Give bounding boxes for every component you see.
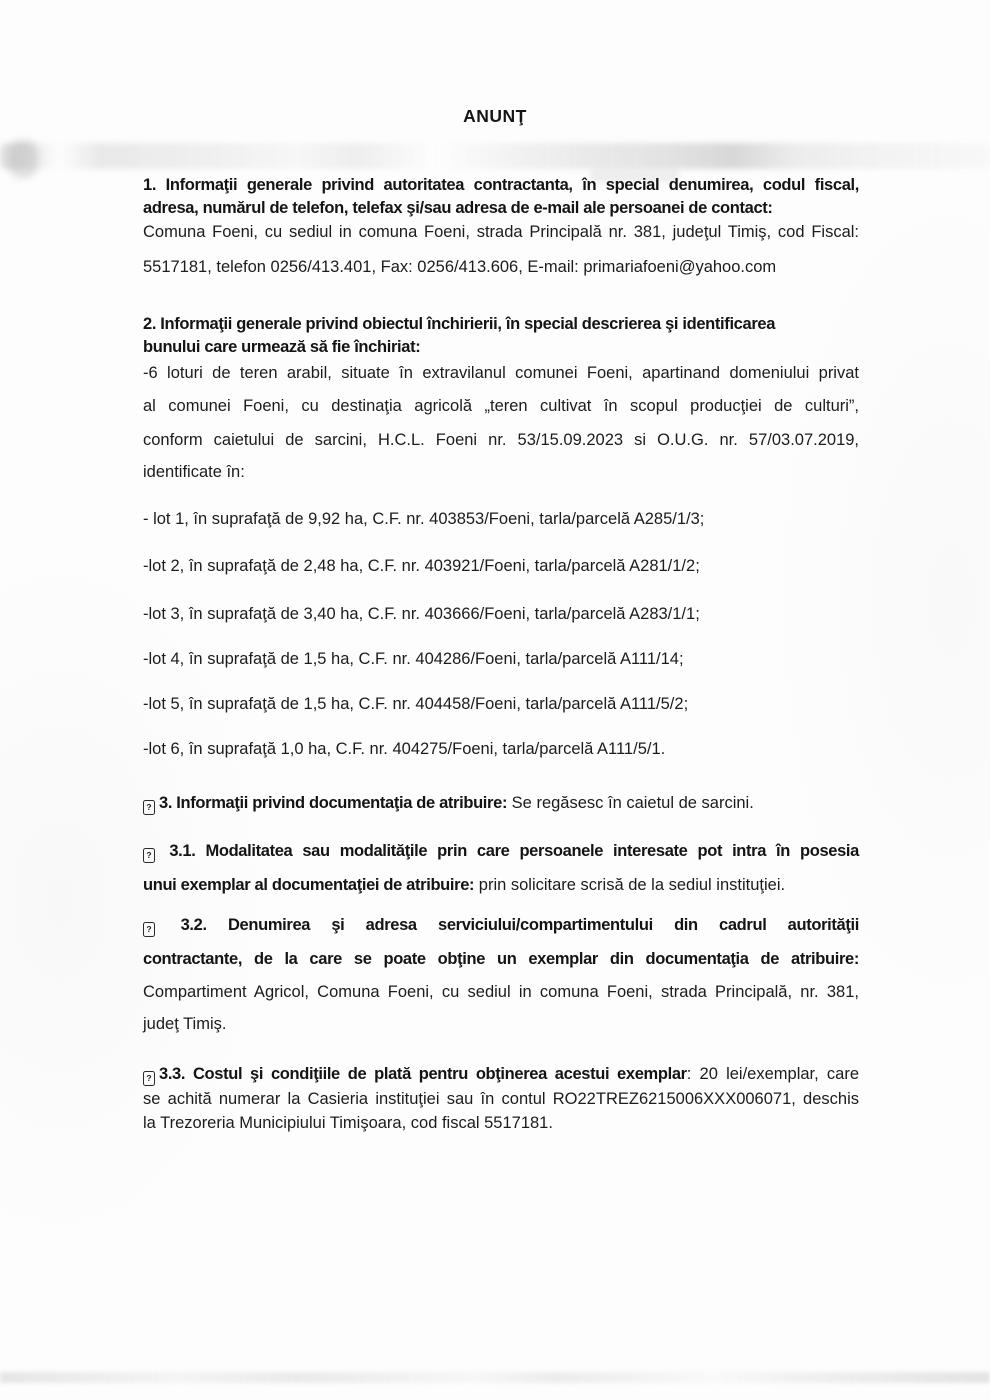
section1-heading-line2: adresa, numărul de telefon, telefax şi/sau adresa de e-mail ale persoanei de contact: <box>143 199 773 217</box>
section32-line3: Compartiment Agricol, Comuna Foeni, cu sediul in comuna Foeni, strada Principală, nr. 381, <box>143 983 859 1001</box>
lot-line-1: - lot 1, în suprafaţă de 9,92 ha, C.F. nr. 403853/Foeni, tarla/parcelă A285/1/3; <box>143 510 705 528</box>
missing-glyph-icon: ? <box>143 848 155 863</box>
section32-heading-part1: 3.2. Denumirea şi adresa serviciului/compartimentului din cadrul autorităţii <box>180 916 859 934</box>
scanner-edge-artifact <box>0 1372 990 1383</box>
section1-body-line1: Comuna Foeni, cu sediul in comuna Foeni, strada Principală nr. 381, judeţul Timiş, cod Fiscal: <box>143 223 859 241</box>
section2-body-line3: conform caietului de sarcini, H.C.L. Foeni nr. 53/15.09.2023 si O.U.G. nr. 57/03.07.2019, <box>143 431 859 449</box>
missing-glyph-icon: ? <box>143 800 155 815</box>
section32-line1 <box>143 914 859 937</box>
section33-line3: la Trezoreria Municipiului Timişoara, cod fiscal 5517181. <box>143 1114 553 1132</box>
section31-text: prin solicitare scrisă de la sediul instituţiei. <box>474 876 786 894</box>
section3-line <box>143 792 859 815</box>
section32-line4: judeţ Timiş. <box>143 1015 227 1033</box>
section31-heading-part2: unui exemplar al documentaţiei de atribuire: <box>143 876 475 894</box>
section33-line2: se achită numerar la Casieria instituţiei sau în contul RO22TREZ6215006XXX006071, deschis <box>143 1090 859 1108</box>
section33-heading: 3.3. Costul şi condiţiile de plată pentru obţinerea acestui exemplar <box>159 1065 687 1083</box>
lot-line-2: -lot 2, în suprafaţă de 2,48 ha, C.F. nr. 403921/Foeni, tarla/parcelă A281/1/2; <box>143 557 700 575</box>
missing-glyph-icon: ? <box>143 1071 155 1086</box>
lot-line-6: -lot 6, în suprafaţă 1,0 ha, C.F. nr. 404275/Foeni, tarla/parcelă A111/5/1. <box>143 740 666 758</box>
section31-line1 <box>143 840 859 863</box>
section31-line2 <box>143 874 859 897</box>
lot-line-5: -lot 5, în suprafaţă de 1,5 ha, C.F. nr. 404458/Foeni, tarla/parcelă A111/5/2; <box>143 695 689 713</box>
section1-body-line2: 5517181, telefon 0256/413.401, Fax: 0256/413.606, E-mail: primariafoeni@yahoo.com <box>143 258 777 276</box>
section2-body-line1: -6 loturi de teren arabil, situate în extravilanul comunei Foeni, apartinand domeniului privat <box>143 364 859 382</box>
section32-line2: contractante, de la care se poate obţine un exemplar din documentaţia de atribuire: <box>143 950 859 968</box>
section3-heading: 3. Informaţii privind documentaţia de atribuire: <box>159 794 508 812</box>
section2-heading-line1: 2. Informaţii generale privind obiectul închirierii, în special descrierea şi identificarea <box>143 315 776 333</box>
scan-smudge-artifact <box>8 140 38 178</box>
section31-heading-part1: 3.1. Modalitatea sau modalităţile prin care persoanele interesate pot intra în posesia <box>169 842 859 860</box>
section2-body-line2: al comunei Foeni, cu destinaţia agricolă „teren cultivat în scopul producţiei de culturi”, <box>143 397 859 415</box>
section33-line1 <box>143 1063 859 1086</box>
bleed-through-artifact <box>0 143 990 169</box>
lot-line-4: -lot 4, în suprafaţă de 1,5 ha, C.F. nr. 404286/Foeni, tarla/parcelă A111/14; <box>143 650 684 668</box>
section33-text-part1: : 20 lei/exemplar, care <box>686 1065 859 1083</box>
lot-line-3: -lot 3, în suprafaţă de 3,40 ha, C.F. nr. 403666/Foeni, tarla/parcelă A283/1/1; <box>143 605 700 623</box>
section2-body-line4: identificate în: <box>143 463 245 481</box>
missing-glyph-icon: ? <box>143 922 155 937</box>
document-title: ANUNŢ <box>463 106 527 126</box>
section1-heading-line1: 1. Informaţii generale privind autoritatea contractanta, în special denumirea, codul fiscal, <box>143 176 859 194</box>
section2-heading-line2: bunului care urmează să fie închiriat: <box>143 338 421 356</box>
section3-text: Se regăsesc în caietul de sarcini. <box>507 794 754 812</box>
